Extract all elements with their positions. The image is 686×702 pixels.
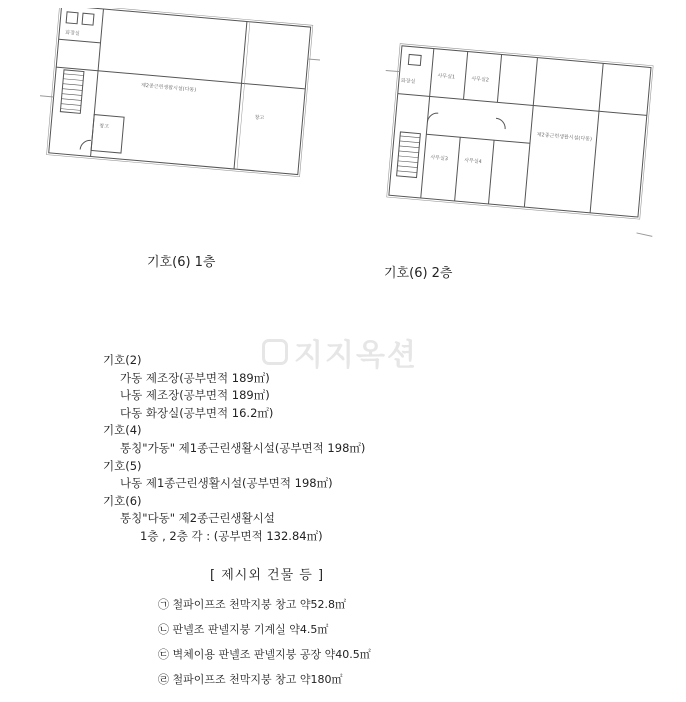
- note-item: 통칭"가동" 제1종근린생활시설(공부면적 198㎡): [120, 440, 366, 455]
- list-item: ㉠ 철파이프조 천막지붕 창고 약52.8㎡: [158, 598, 346, 611]
- watermark-text: 지지옥션: [294, 338, 418, 373]
- list-item: ㉢ 벽체이용 판넬조 판넬지붕 공장 약40.5㎡: [158, 648, 371, 661]
- note-item: 다동 화장실(공부면적 16.2㎡): [120, 405, 274, 420]
- section-title: [ 제시외 건물 등 ]: [210, 568, 325, 583]
- list-item: ㉡ 판넬조 판넬지붕 기계실 약4.5㎡: [158, 623, 329, 636]
- note-item: 1층 , 2층 각 : (공부면적 132.84㎡): [140, 528, 323, 543]
- floor-plan-1f: [40, 8, 320, 208]
- room-label: 제2종근린생활시설(다동): [536, 131, 593, 143]
- note-label: 기호(5): [103, 458, 142, 473]
- note-label: 기호(2): [103, 353, 142, 367]
- extra-buildings-list: [158, 596, 371, 696]
- room-label: 사무실1: [437, 73, 456, 81]
- room-label: 사무실2: [471, 75, 490, 84]
- list-item: ㉣ 철파이프조 천막지붕 창고 약180㎡: [158, 673, 343, 686]
- room-label: 제2종근린생활시설(다동): [140, 82, 197, 94]
- room-label: 화장실: [400, 77, 416, 86]
- plan-caption-1f: 기호(6) 1층: [147, 255, 216, 270]
- note-label: 기호(6): [103, 493, 142, 508]
- room-label: 화장실: [64, 29, 80, 38]
- room-label: 사무실3: [430, 154, 449, 163]
- note-item: 나동 제1종근린생활시설(공부면적 198㎡): [120, 476, 333, 491]
- note-item: 나동 제조장(공부면적 189㎡): [120, 388, 270, 403]
- room-label: 창고: [98, 123, 110, 130]
- plan-caption-2f: 기호(6) 2층: [384, 266, 453, 281]
- note-label: 기호(4): [103, 423, 142, 438]
- room-label: 창고: [254, 114, 265, 122]
- note-item: 가동 제조장(공부면적 189㎡): [120, 370, 270, 385]
- building-notes: [103, 352, 365, 546]
- room-label: 사무실4: [463, 157, 483, 166]
- note-item: 통칭"다동" 제2종근린생활시설: [120, 511, 275, 526]
- floor-plan-2f: [370, 42, 660, 252]
